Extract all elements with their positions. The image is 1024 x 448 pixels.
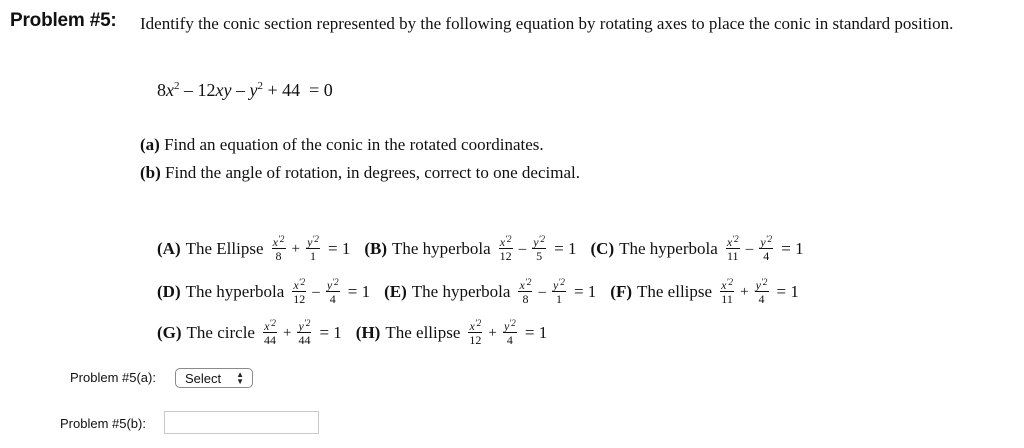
select-value: Select <box>185 370 222 386</box>
fraction-y: $\frac{y^{'2}}{1}$ <box>553 277 565 306</box>
answer-a-label: Problem #5(a): <box>70 370 156 385</box>
choice-option-7 <box>356 320 547 346</box>
choice-rhs: = 1 <box>524 323 548 342</box>
denominator-2: 4 <box>758 292 765 306</box>
answer-a-select[interactable] <box>175 368 253 388</box>
choice-option-5 <box>610 279 799 305</box>
denominator-1: 12 <box>499 249 512 263</box>
choice-option-4 <box>384 279 596 305</box>
choice-operator: + <box>488 324 497 341</box>
choice-operator: + <box>291 240 300 257</box>
fraction-y: $\frac{y^{'2}}{1}$ <box>307 234 319 263</box>
denominator-1: 11 <box>726 249 739 263</box>
part-b-text: Find the angle of rotation, in degrees, correct to one decimal. <box>165 163 580 182</box>
choice-rhs: = 1 <box>319 323 342 342</box>
choice-label: (A) <box>157 239 181 258</box>
choice-operator: – <box>518 240 527 257</box>
fraction-x: $\frac{x^{'2}}{11}$ <box>726 234 739 263</box>
eq-term-1-coef: 8 <box>157 80 166 100</box>
choice-label: (G) <box>157 323 182 342</box>
denominator-2: 5 <box>536 249 543 263</box>
part-b <box>140 163 580 183</box>
fraction-y: $\frac{y^{'2}}{5}$ <box>533 234 546 263</box>
choices-row-3 <box>157 318 561 348</box>
choice-name: The hyperbola <box>185 282 285 301</box>
choice-name: The circle <box>186 323 255 342</box>
fraction-y: $\frac{y^{'2}}{4}$ <box>760 234 773 263</box>
fraction-y: $\frac{y^{'2}}{4}$ <box>326 277 339 306</box>
fraction-x: $\frac{x^{'2}}{12}$ <box>293 277 306 306</box>
choice-operator: – <box>745 240 754 257</box>
denominator-2: 4 <box>506 333 513 347</box>
choice-rhs: = 1 <box>327 239 351 258</box>
fraction-y: $\frac{y^{'2}}{44}$ <box>298 318 311 347</box>
choice-label: (E) <box>384 282 407 301</box>
eq-equals: = <box>309 80 320 100</box>
choice-label: (H) <box>355 323 381 342</box>
choice-label: (F) <box>610 282 632 301</box>
choice-operator: + <box>282 324 292 341</box>
eq-term-3-sign: – <box>235 80 245 100</box>
fraction-x: $\frac{x^{'2}}{12}$ <box>469 318 482 347</box>
fraction-x: $\frac{x^{'2}}{12}$ <box>499 234 512 263</box>
choice-rhs: = 1 <box>554 239 577 258</box>
denominator-2: 44 <box>298 333 311 347</box>
choice-label: (B) <box>364 239 387 258</box>
part-b-label: (b) <box>140 163 161 182</box>
denominator-1: 44 <box>263 333 276 347</box>
choice-option-2 <box>591 236 804 262</box>
choice-name: The Ellipse <box>185 239 264 258</box>
problem-title: Problem #5: <box>10 10 117 31</box>
part-a-text: Find an equation of the conic in the rotated coordinates. <box>164 135 544 154</box>
fraction-x: $\frac{x^{'2}}{8}$ <box>272 234 285 263</box>
choice-option-0 <box>157 236 350 262</box>
denominator-1: 11 <box>721 292 733 306</box>
choice-option-3 <box>157 279 370 305</box>
choice-rhs: = 1 <box>573 282 597 301</box>
denominator-1: 12 <box>293 292 306 306</box>
choice-name: The ellipse <box>637 282 713 301</box>
choice-name: The ellipse <box>385 323 461 342</box>
choices-row-2 <box>157 277 813 307</box>
denominator-2: 1 <box>555 292 562 306</box>
choice-operator: – <box>312 283 320 300</box>
part-a-label: (a) <box>140 135 160 154</box>
denominator-2: 1 <box>309 249 316 263</box>
denominator-2: 4 <box>763 249 770 263</box>
denominator-1: 8 <box>275 249 282 263</box>
fraction-x: $\frac{x^{'2}}{8}$ <box>519 277 532 306</box>
answer-b-label: Problem #5(b): <box>60 416 146 431</box>
eq-rhs: 0 <box>323 80 333 100</box>
choice-option-6 <box>157 320 342 346</box>
choice-operator: + <box>740 283 749 300</box>
choice-name: The hyperbola <box>411 282 511 301</box>
choice-name: The hyperbola <box>392 239 491 258</box>
part-a <box>140 135 544 155</box>
choice-label: (C) <box>590 239 615 258</box>
conic-equation: $8x^2 - 12xy - y^2 + 44 = 0$ <box>157 80 333 100</box>
fraction-y: $\frac{y^{'2}}{4}$ <box>755 277 768 306</box>
answer-b-input[interactable] <box>164 411 319 434</box>
choice-rhs: = 1 <box>347 282 371 301</box>
denominator-1: 8 <box>522 292 529 306</box>
choice-label: (D) <box>157 282 181 301</box>
fraction-x: $\frac{x^{'2}}{44}$ <box>263 318 276 347</box>
choice-rhs: = 1 <box>776 282 799 301</box>
choice-rhs: = 1 <box>781 239 804 258</box>
problem-statement: Identify the conic section represented by the following equation by rotating axes to place the conic in standard position. <box>140 14 954 33</box>
choice-option-1 <box>364 236 576 262</box>
eq-term-2-coef: – 12 <box>184 80 216 100</box>
eq-term-4: + 44 <box>267 80 301 100</box>
denominator-1: 12 <box>469 333 482 347</box>
denominator-2: 4 <box>329 292 336 306</box>
choices-row-1 <box>157 234 818 264</box>
fraction-x: $\frac{x^{'2}}{11}$ <box>721 277 733 306</box>
choice-name: The hyperbola <box>619 239 718 258</box>
choice-operator: – <box>538 283 546 300</box>
chevron-updown-icon: ▲ ▼ <box>236 370 244 386</box>
fraction-y: $\frac{y^{'2}}{4}$ <box>503 318 516 347</box>
